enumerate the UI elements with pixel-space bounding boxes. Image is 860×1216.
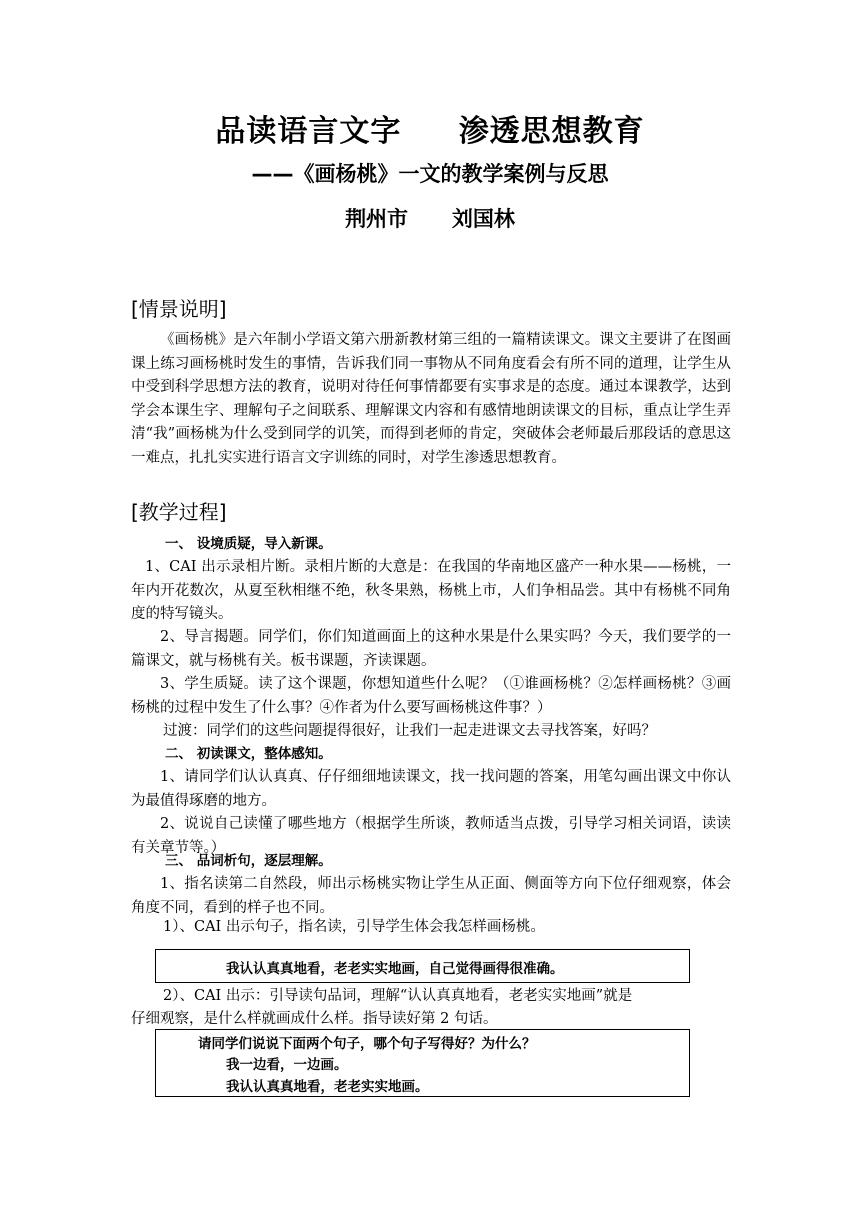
section-heading-scenario: [情景说明] xyxy=(131,297,227,321)
part2-heading: 二、 初读课文，整体感知。 xyxy=(165,746,332,762)
paragraph-9-line2: 仔细观察，是什么样就画成什么样。指导读好第 2 句话。 xyxy=(131,1011,498,1027)
quote-box-2 xyxy=(155,1029,690,1097)
quote-box-1 xyxy=(155,949,690,983)
paragraph-8: 1）、CAI 出示句子，指名读，引导学生体会我怎样画杨桃。 xyxy=(163,919,545,935)
paragraph-1: 1、CAI 出示录相片断。录相片断的大意是：在我国的华南地区盛产一种水果——杨桃，一年内开花数次，从夏至秋相继不绝，秋冬果熟，杨桃上市，人们争相品尝。其中有杨桃不同角度的特写镜头。 xyxy=(131,559,731,622)
scenario-paragraph: 《画杨桃》是六年制小学语文第六册新教材第三组的一篇精读课文。课文主要讲了在图画课上练习画杨桃时发生的事情，告诉我们同一事物从不同角度看会有所不同的道理，让学生从中受到科学思想方法的教育，说明对待任何事情都要有实事求是的态度。通过本课教学，达到学会本课生字、理解句子之间联系、理解课文内容和有感情地朗读课文的目标，重点让学生弄清“我”画杨桃为什么受到同学的讥笑，而得到老师的肯定，突破体会老师最后那段话的意思这一难点，扎扎实实进行语言文字训练的同时，对学生渗透思想教育。 xyxy=(131,332,731,466)
paragraph-7: 1、指名读第二自然段，师出示杨桃实物让学生从正面、侧面等方向下位仔细观察，体会角度不同，看到的样子也不同。 xyxy=(131,876,731,916)
quote-box-2-sentence-1: 我一边看，一边画。 xyxy=(226,1057,348,1073)
quote-box-2-question: 请同学们说说下面两个句子，哪个句子写得好？为什么？ xyxy=(198,1036,536,1052)
quote-box-1-text: 我认认真真地看，老老实实地画，自己觉得画得很准确。 xyxy=(226,961,564,977)
paragraph-5: 1、请同学们认认真真、仔仔细细地读课文，找一找问题的答案，用笔勾画出课文中你认为最值得琢磨的地方。 xyxy=(131,769,731,809)
author-line: 荆州市 刘国林 xyxy=(345,207,515,231)
part3-heading: 三、 品词析句，逐层理解。 xyxy=(165,853,332,869)
paragraph-9-line1: 2）、CAI 出示：引导读句品词，理解“认认真真地看，老老实实地画”就是 xyxy=(163,988,633,1004)
section-heading-process: [教学过程] xyxy=(131,500,227,524)
quote-box-2-sentence-2: 我认认真真地看，老老实实地画。 xyxy=(226,1079,429,1095)
document-title: 品读语言文字 渗透思想教育 xyxy=(215,114,645,149)
paragraph-6: 2、说说自己读懂了哪些地方（根据学生所谈，教师适当点拨，引导学习相关词语，读读有关章节等。） xyxy=(131,816,731,856)
part1-heading: 一、 设境质疑，导入新课。 xyxy=(165,536,332,552)
paragraph-3: 3、学生质疑。读了这个课题，你想知道些什么呢？（①谁画杨桃？②怎样画杨桃？③画杨桃的过程中发生了什么事？④作者为什么要写画杨桃这件事？） xyxy=(131,676,731,716)
document-subtitle: ——《画杨桃》一文的教学案例与反思 xyxy=(251,162,609,186)
paragraph-transition: 过渡：同学们的这些问题提得很好，让我们一起走进课文去寻找答案，好吗？ xyxy=(163,723,656,739)
paragraph-2: 2、导言揭题。同学们，你们知道画面上的这种水果是什么果实吗？今天，我们要学的一篇课文，就与杨桃有关。板书课题，齐读课题。 xyxy=(131,629,731,669)
